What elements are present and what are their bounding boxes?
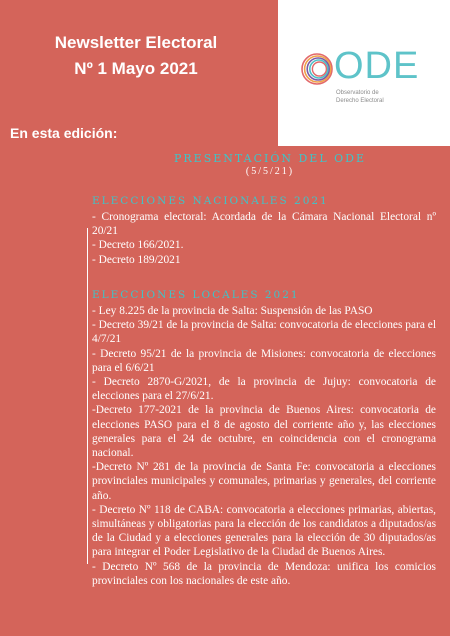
national-elections-section — [92, 195, 436, 267]
local-item: -Decreto 177-2021 de la provincia de Buenos Aires: convocatoria de elecciones PASO para el 8 de agosto del corriente año y, las elecciones generales para el 24 de octubre, en coincidencia con el cronograma nacional. — [92, 404, 436, 460]
local-item: -Decreto Nº 281 de la provincia de Santa Fe: convocatoria a elecciones provinciales municipales y comunales, primarias y generales, del corriente año. — [92, 461, 436, 502]
newsletter-title — [16, 30, 256, 82]
local-item: - Decreto Nº 118 de CABA: convocatoria a elecciones primarias, abiertas, simultáneas y obligatorias para la elección de los candidatos a diputados/as de la Ciudad y a elecciones generales para la elección de 30 diputados/as para integrar el Poder Legislativo de la Ciudad de Buenos Aires. — [92, 503, 436, 559]
national-elections-heading: ELECCIONES NACIONALES 2021 — [92, 195, 329, 207]
ode-logo-icon — [300, 52, 334, 86]
newsletter-title-line2: Nº 1 Mayo 2021 — [74, 59, 198, 78]
vertical-divider — [87, 228, 88, 564]
ode-logo-subtitle — [336, 89, 384, 105]
local-item: - Decreto Nº 568 de la provincia de Mendoza: unifica los comicios provinciales con los nacionales de este año. — [92, 560, 436, 587]
local-elections-heading: ELECCIONES LOCALES 2021 — [92, 289, 300, 301]
ode-logo-subtitle-line1: Observatorio de — [336, 90, 379, 96]
national-item: - Decreto 166/2021. — [92, 239, 184, 252]
local-item: - Decreto 39/21 de la provincia de Salta: convocatoria de elecciones para el 4/7/21 — [92, 319, 436, 346]
national-item: - Cronograma electoral: Acordada de la Cámara Nacional Electoral nº 20/21 — [92, 211, 436, 238]
local-item: - Decreto 95/21 de la provincia de Misiones: convocatoria de elecciones para el 6/6/21 — [92, 347, 436, 374]
ode-logo — [278, 0, 450, 146]
newsletter-title-line1: Newsletter Electoral — [54, 33, 218, 52]
edition-label: En esta edición: — [10, 125, 118, 141]
ode-logo-subtitle-line2: Derecho Electoral — [336, 98, 384, 104]
presentation-date: (5/5/21) — [245, 166, 295, 177]
local-item: - Decreto 2870-G/2021, de la provincia de Jujuy: convocatoria de elecciones para el 27/6/21. — [92, 376, 436, 403]
presentation-title: PRESENTACIÓN DEL ODE — [173, 152, 366, 165]
ode-logo-text: ODE — [334, 45, 420, 87]
national-item: - Decreto 189/2021 — [92, 253, 181, 266]
local-item: - Ley 8.225 de la provincia de Salta: Suspensión de las PASO — [92, 305, 373, 317]
local-elections-section — [92, 289, 436, 588]
